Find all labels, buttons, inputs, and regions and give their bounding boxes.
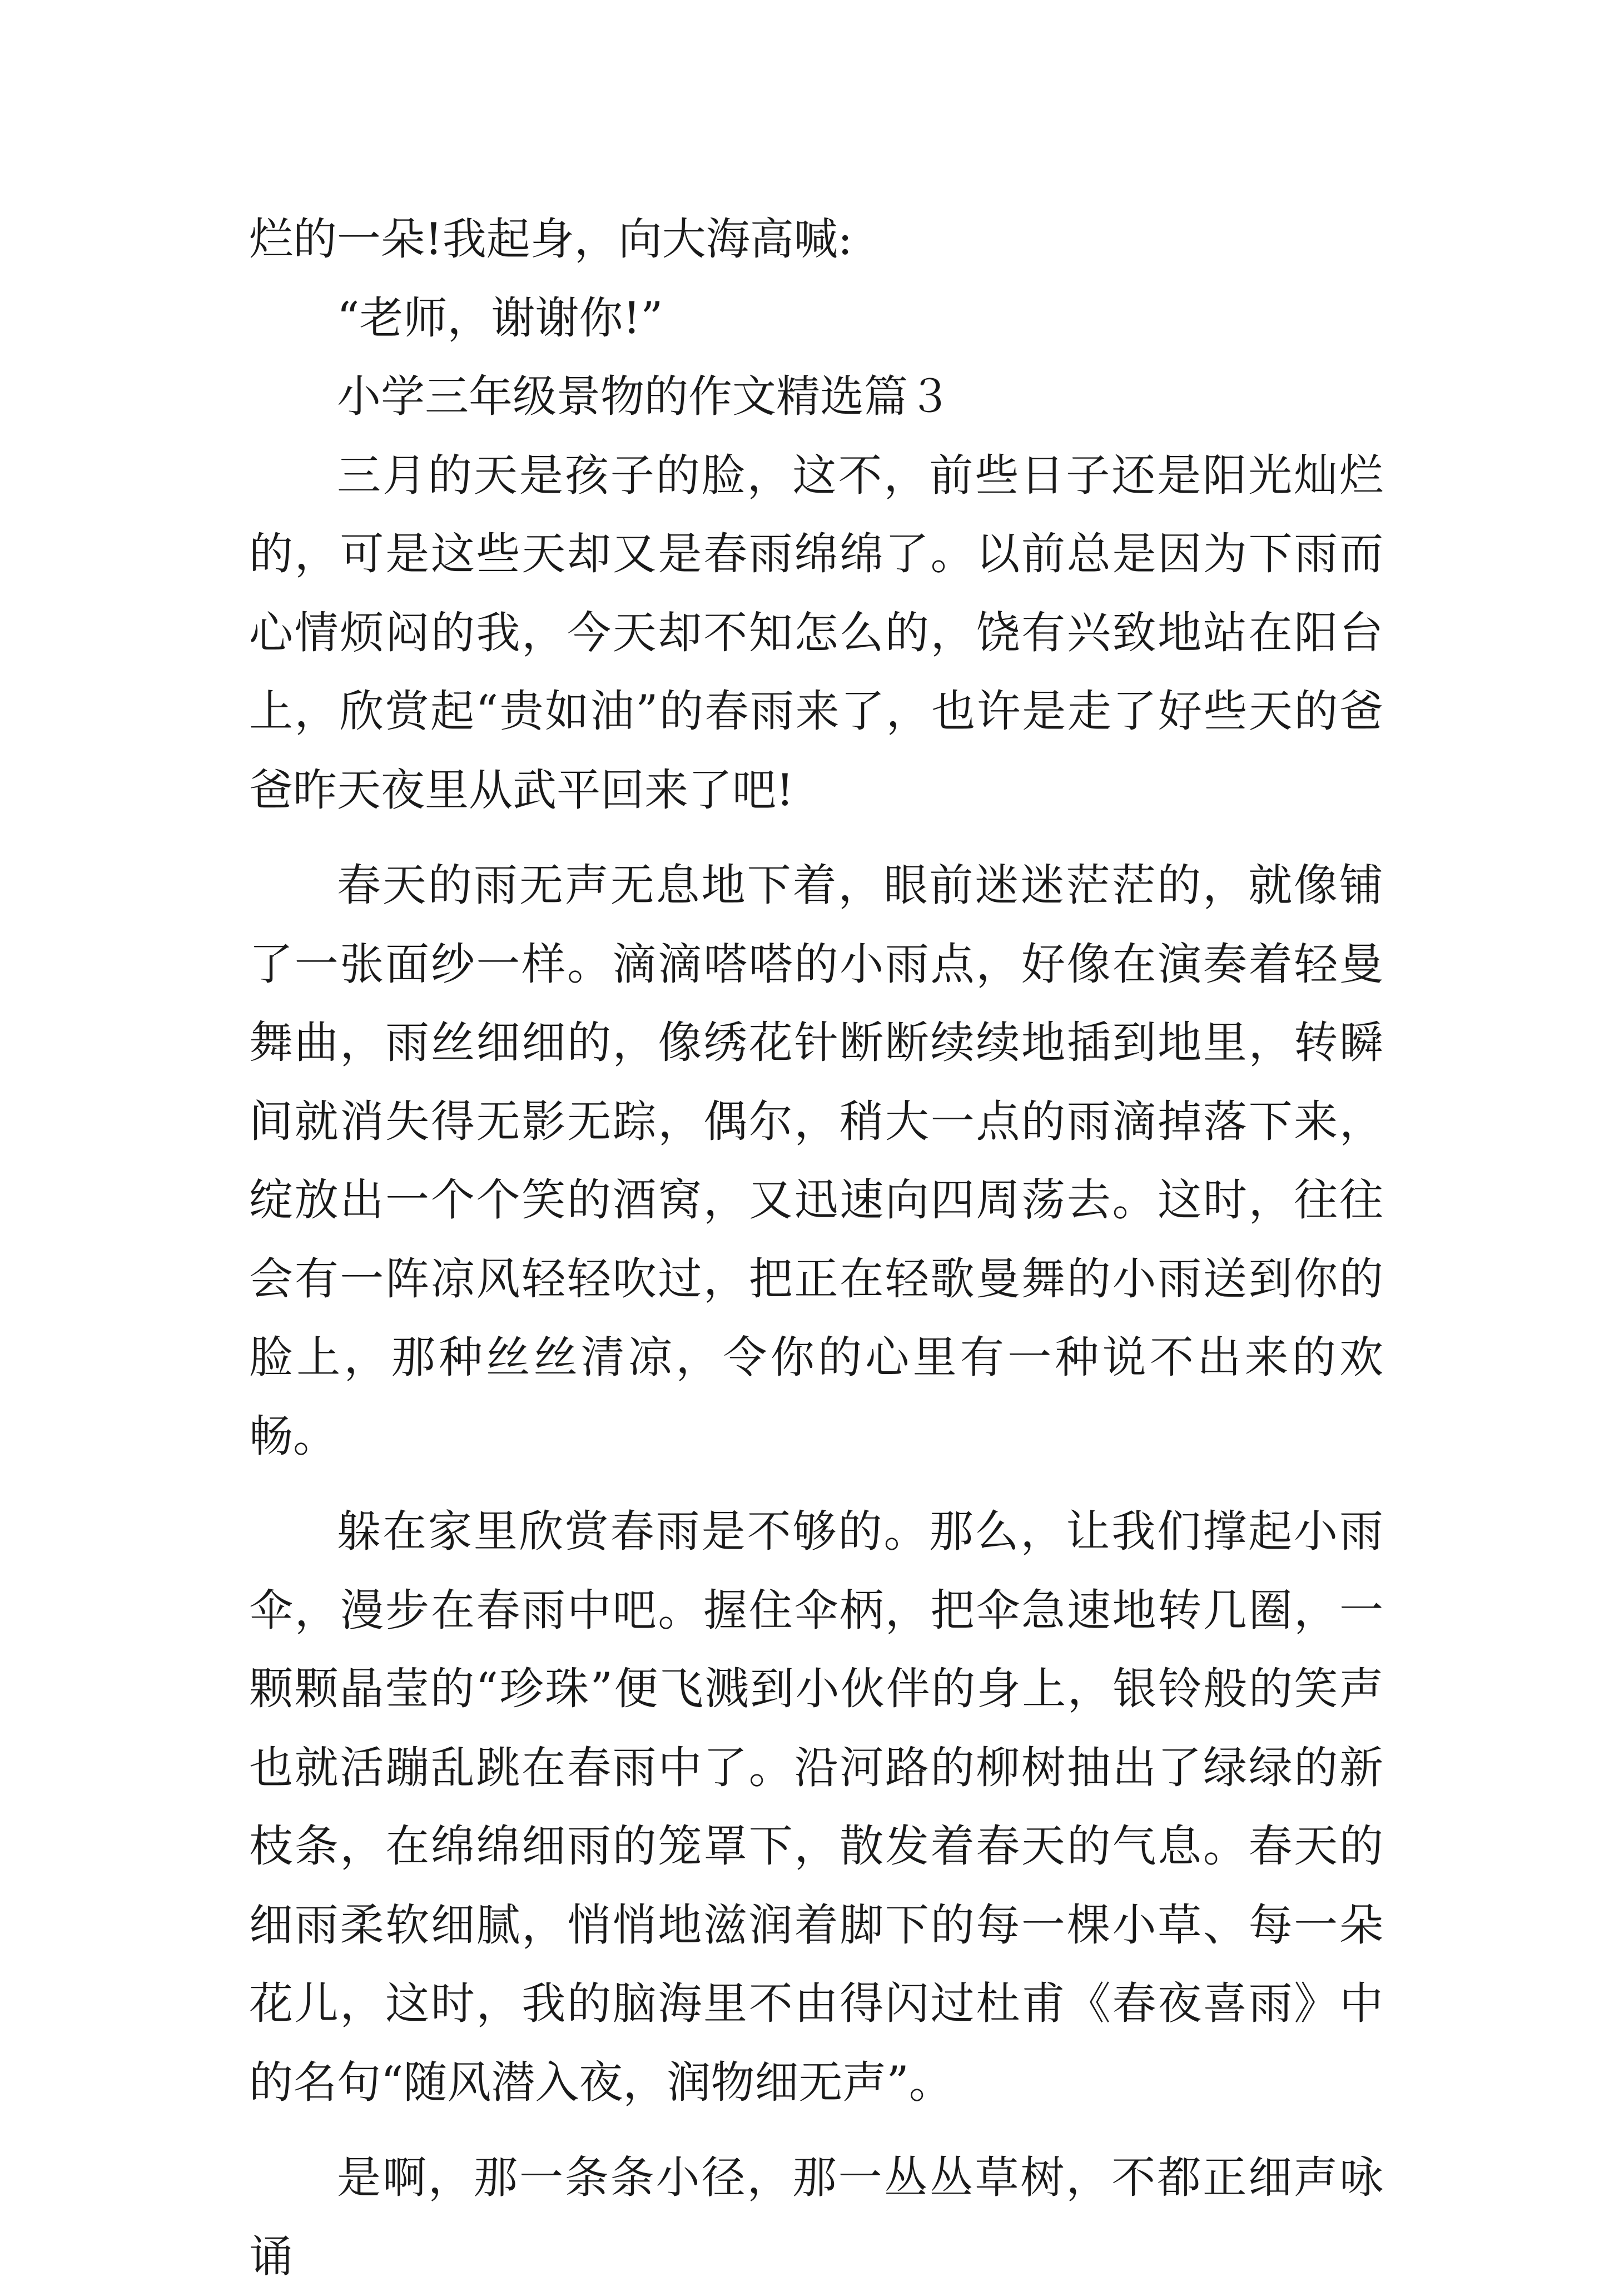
paragraph: 躲在家里欣赏春雨是不够的。那么，让我们撑起小雨伞，漫步在春雨中吧。握住伞柄，把伞急速地转几圈，一颗颗晶莹的“珍珠”便飞溅到小伙伴的身上，银铃般的笑声也就活蹦乱跳在春雨中了。沿河路的柳树抽出了绿绿的新枝条，在绵绵细雨的笼罩下，散发着春天的气息。春天的细雨柔软细腻，悄悄地滋润着脚下的每一棵小草、每一朵花儿，这时，我的脑海里不由得闪过杜甫《春夜喜雨》中的名句“随风潜入夜，润物细无声”。 xyxy=(249,1506,1383,2108)
paragraph: 三月的天是孩子的脸，这不，前些日子还是阳光灿烂的，可是这些天却又是春雨绵绵了。以前总是因为下雨而心情烦闷的我，今天却不知怎么的，饶有兴致地站在阳台上，欣赏起“贵如油”的春雨来了，也许是走了好些天的爸爸昨天夜里从武平回来了吧! xyxy=(249,449,1383,816)
paragraph-continuation: 烂的一朵!我起身，向大海高喊: xyxy=(249,214,853,265)
section-heading: 小学三年级景物的作文精选篇３ xyxy=(337,371,952,422)
article-body xyxy=(249,200,1383,2296)
paragraph: 是啊，那一条条小径，那一丛丛草树，不都正细声咏诵 xyxy=(249,2152,1383,2282)
paragraph-quote: “老师，谢谢你!” xyxy=(337,292,663,344)
paragraph: 春天的雨无声无息地下着，眼前迷迷茫茫的，就像铺了一张面纱一样。滴滴嗒嗒的小雨点，好像在演奏着轻曼舞曲，雨丝细细的，像绣花针断断续续地插到地里，转瞬间就消失得无影无踪，偶尔，稍大一点的雨滴掉落下来，绽放出一个个笑的酒窝，又迅速向四周荡去。这时，往往会有一阵凉风轻轻吹过，把正在轻歌曼舞的小雨送到你的脸上，那种丝丝清凉，令你的心里有一种说不出来的欢畅。 xyxy=(249,860,1383,1462)
